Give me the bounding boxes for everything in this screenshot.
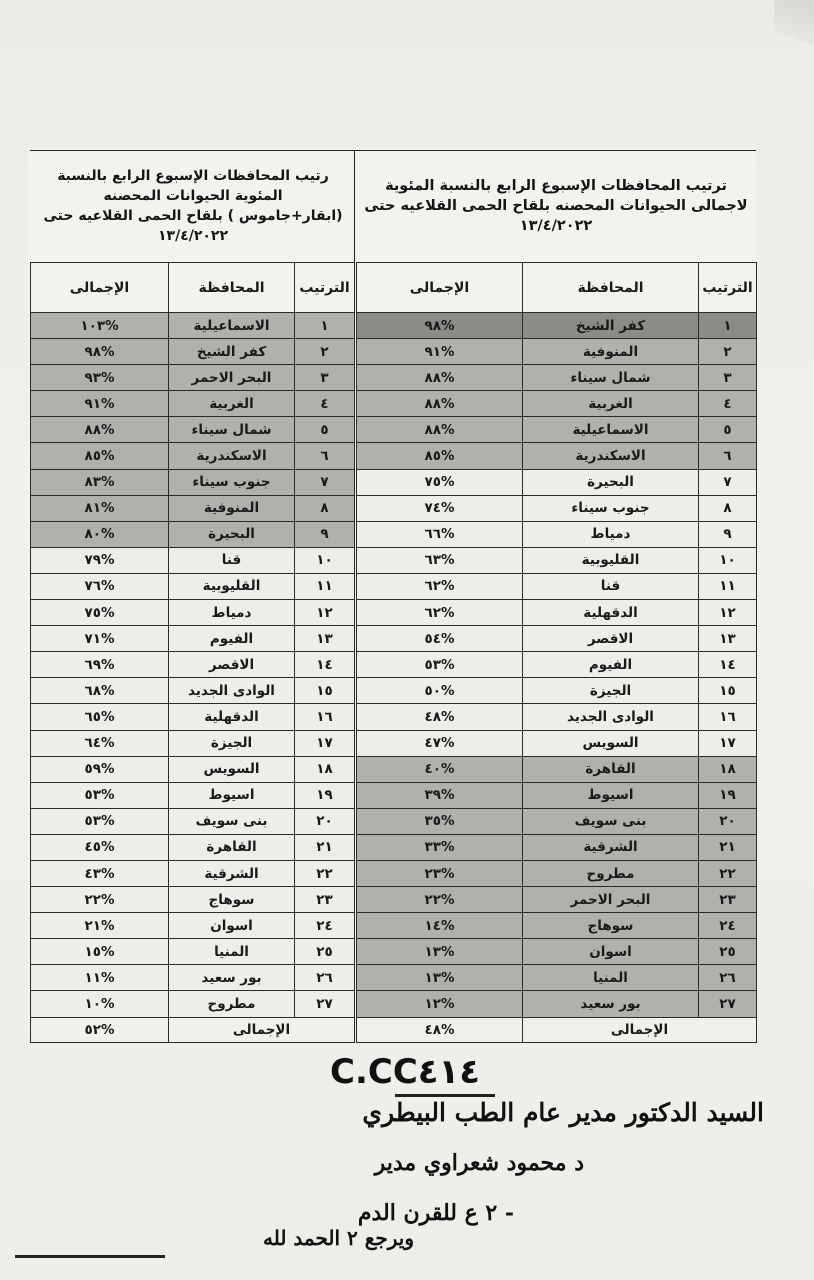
right-total-value: %٤٨ [357,1017,523,1042]
left-governorate-cell: الفيوم [169,626,295,652]
right-governorate-cell: مطروح [523,860,699,886]
left-rank-cell: ٩ [295,521,355,547]
right-total-cell: %٤٨ [357,704,523,730]
left-governorate-cell: بنى سويف [169,808,295,834]
right-total-cell: %٣٩ [357,782,523,808]
left-title-line3: (ابقار+جاموس ) بلقاح الحمى القلاعيه حتى [43,208,343,224]
right-table-row [357,547,757,573]
handwritten-code-underline [395,1094,495,1097]
right-governorate-cell: القليوبية [523,547,699,573]
left-governorate-cell: السويس [169,756,295,782]
right-table-row [357,939,757,965]
left-governorate-cell: شمال سيناء [169,417,295,443]
page-fold [774,0,814,60]
left-table-row [31,313,355,339]
left-total-cell: %٨١ [31,495,169,521]
right-total-cell: %٢٣ [357,860,523,886]
right-governorate-cell: الغربية [523,391,699,417]
right-total-cell: %٨٨ [357,391,523,417]
left-title-line2: المئوية الحيوانات المحصنه [103,188,283,204]
left-total-cell: %٨٥ [31,443,169,469]
right-table-row [357,808,757,834]
right-rank-cell: ١٧ [699,730,757,756]
signature-underline [15,1255,165,1258]
right-table-row [357,730,757,756]
left-title-line1: رتيب المحافظات الإسبوع الرابع بالنسبة [57,168,329,184]
left-header-total: الإجمالى [31,263,169,313]
left-governorate-cell: الوادى الجديد [169,678,295,704]
right-governorate-cell: الجيزة [523,678,699,704]
right-rank-cell: ١ [699,313,757,339]
right-rank-cell: ١٨ [699,756,757,782]
right-governorate-cell: اسوان [523,939,699,965]
right-table-row [357,313,757,339]
right-governorate-cell: الفيوم [523,652,699,678]
handwritten-line-1: السيد الدكتور مدير عام الطب البيطري [362,1098,764,1127]
right-title-line3: ١٣/٤/٢٠٢٢ [519,218,593,234]
header-divider [354,150,355,262]
left-rank-cell: ١٤ [295,652,355,678]
left-ranking-table [30,262,355,1043]
left-table-row [31,704,355,730]
left-table-row [31,965,355,991]
right-table-row [357,417,757,443]
left-total-cell: %٧٩ [31,547,169,573]
right-rank-cell: ١٣ [699,626,757,652]
right-rank-cell: ١٤ [699,652,757,678]
left-total-cell: %٤٣ [31,860,169,886]
left-table-row [31,391,355,417]
left-rank-cell: ٢٣ [295,887,355,913]
left-header-governorate: المحافظة [169,263,295,313]
left-governorate-cell: القليوبية [169,573,295,599]
left-governorate-cell: الغربية [169,391,295,417]
left-rank-cell: ٥ [295,417,355,443]
left-table-row [31,887,355,913]
right-table-row [357,573,757,599]
right-governorate-cell: الاسماعيلية [523,417,699,443]
left-table-row [31,339,355,365]
left-rank-cell: ٢٧ [295,991,355,1017]
left-total-cell: %١٠ [31,991,169,1017]
left-rank-cell: ٤ [295,391,355,417]
right-title-line1: ترتيب المحافظات الإسبوع الرابع بالنسبة المئوية [385,178,727,194]
right-governorate-cell: البحيرة [523,469,699,495]
right-total-cell: %٩٨ [357,313,523,339]
left-total-label: الإجمالى [169,1017,355,1042]
left-rank-cell: ٣ [295,365,355,391]
right-governorate-cell: المنوفية [523,339,699,365]
left-rank-cell: ٢٠ [295,808,355,834]
right-rank-cell: ٧ [699,469,757,495]
right-governorate-cell: جنوب سيناء [523,495,699,521]
right-total-cell: %٦٢ [357,600,523,626]
right-total-label: الإجمالى [523,1017,757,1042]
left-total-cell: %١٥ [31,939,169,965]
left-governorate-cell: كفر الشيخ [169,339,295,365]
left-total-cell: %٥٣ [31,782,169,808]
right-total-row [357,1017,757,1042]
right-governorate-cell: كفر الشيخ [523,313,699,339]
left-header-rank: الترتيب [295,263,355,313]
right-total-cell: %٥٤ [357,626,523,652]
left-panel-title [30,150,356,262]
left-governorate-cell: اسيوط [169,782,295,808]
right-governorate-cell: بور سعيد [523,991,699,1017]
left-table-row [31,417,355,443]
right-governorate-cell: البحر الاحمر [523,887,699,913]
left-governorate-cell: الشرقية [169,860,295,886]
right-total-cell: %١٣ [357,965,523,991]
left-total-cell: %٢١ [31,913,169,939]
left-governorate-cell: المنيا [169,939,295,965]
left-governorate-cell: البحيرة [169,521,295,547]
right-total-cell: %٣٣ [357,834,523,860]
left-rank-cell: ١٦ [295,704,355,730]
left-rank-cell: ١ [295,313,355,339]
left-rank-cell: ١٢ [295,600,355,626]
left-rank-cell: ١١ [295,573,355,599]
right-ranking-table [356,262,757,1043]
right-rank-cell: ٢١ [699,834,757,860]
right-total-cell: %٨٨ [357,365,523,391]
left-table-row [31,756,355,782]
right-header-rank: الترتيب [699,263,757,313]
right-table-row [357,756,757,782]
left-rank-cell: ١٠ [295,547,355,573]
right-governorate-cell: الدقهلية [523,600,699,626]
right-table-row [357,495,757,521]
right-governorate-cell: السويس [523,730,699,756]
left-table-row [31,860,355,886]
right-rank-cell: ١٩ [699,782,757,808]
right-total-cell: %٤٠ [357,756,523,782]
right-governorate-cell: بنى سويف [523,808,699,834]
right-table-row [357,600,757,626]
right-rank-cell: ٢ [699,339,757,365]
left-governorate-cell: المنوفية [169,495,295,521]
left-total-cell: %٨٠ [31,521,169,547]
left-total-cell: %٤٥ [31,834,169,860]
left-total-cell: %٦٩ [31,652,169,678]
left-total-cell: %١٠٣ [31,313,169,339]
left-table-row [31,991,355,1017]
left-governorate-cell: الجيزة [169,730,295,756]
right-table-row [357,782,757,808]
right-table-row [357,678,757,704]
right-total-cell: %٨٥ [357,443,523,469]
right-governorate-cell: المنيا [523,965,699,991]
right-total-cell: %٦٦ [357,521,523,547]
right-table-row [357,887,757,913]
left-rank-cell: ٦ [295,443,355,469]
right-rank-cell: ٢٥ [699,939,757,965]
right-governorate-cell: دمياط [523,521,699,547]
right-rank-cell: ٢٢ [699,860,757,886]
left-total-cell: %٦٨ [31,678,169,704]
right-rank-cell: ٩ [699,521,757,547]
right-rank-cell: ٤ [699,391,757,417]
right-total-cell: %٢٢ [357,887,523,913]
right-governorate-cell: شمال سيناء [523,365,699,391]
right-total-cell: %١٤ [357,913,523,939]
left-governorate-cell: القاهرة [169,834,295,860]
left-total-cell: %٨٨ [31,417,169,443]
right-table-row [357,365,757,391]
right-governorate-cell: الشرقية [523,834,699,860]
right-panel-title [356,150,756,262]
right-total-cell: %٥٣ [357,652,523,678]
right-total-cell: %٤٧ [357,730,523,756]
right-rank-cell: ١٠ [699,547,757,573]
left-rank-cell: ٢٢ [295,860,355,886]
left-total-cell: %٢٢ [31,887,169,913]
left-rank-cell: ١٥ [295,678,355,704]
left-table-row [31,495,355,521]
right-table-row [357,652,757,678]
left-rank-cell: ٧ [295,469,355,495]
left-total-cell: %٧٥ [31,600,169,626]
right-table-row [357,860,757,886]
right-rank-cell: ١٥ [699,678,757,704]
left-total-cell: %٧١ [31,626,169,652]
right-total-cell: %٣٥ [357,808,523,834]
left-table-row [31,600,355,626]
right-title-line2: لاجمالى الحيوانات المحصنه بلقاح الحمى القلاعيه حتى [364,198,748,214]
left-total-cell: %١١ [31,965,169,991]
right-table-row [357,965,757,991]
left-governorate-cell: الاسماعيلية [169,313,295,339]
right-total-cell: %٦٣ [357,547,523,573]
right-rank-cell: ٢٣ [699,887,757,913]
left-table-row [31,547,355,573]
left-total-cell: %٦٤ [31,730,169,756]
left-governorate-cell: جنوب سيناء [169,469,295,495]
left-table-row [31,782,355,808]
left-governorate-cell: الدقهلية [169,704,295,730]
left-table-row [31,626,355,652]
handwritten-line-2: د محمود شعراوي مدير [374,1150,584,1176]
right-table-row [357,991,757,1017]
right-table-row [357,391,757,417]
right-rank-cell: ٢٦ [699,965,757,991]
right-rank-cell: ١٦ [699,704,757,730]
right-rank-cell: ٦ [699,443,757,469]
left-table-row [31,730,355,756]
right-governorate-cell: اسيوط [523,782,699,808]
right-total-cell: %٧٤ [357,495,523,521]
left-governorate-cell: قنا [169,547,295,573]
left-rank-cell: ٢٦ [295,965,355,991]
left-rank-cell: ٢٥ [295,939,355,965]
right-governorate-cell: سوهاج [523,913,699,939]
left-table-row [31,678,355,704]
left-governorate-cell: بور سعيد [169,965,295,991]
right-table-row [357,339,757,365]
right-rank-cell: ٥ [699,417,757,443]
right-total-cell: %٧٥ [357,469,523,495]
left-rank-cell: ٢ [295,339,355,365]
left-total-cell: %٩١ [31,391,169,417]
handwritten-line-4: ويرجع ٢ الحمد لله [263,1226,414,1250]
left-rank-cell: ١٧ [295,730,355,756]
left-table-row [31,913,355,939]
handwritten-line-3: - ٢ ع للقرن الدم [357,1200,514,1226]
left-rank-cell: ١٨ [295,756,355,782]
left-rank-cell: ١٩ [295,782,355,808]
left-table-row [31,365,355,391]
right-header-governorate: المحافظة [523,263,699,313]
right-table-row [357,443,757,469]
left-total-value: %٥٢ [31,1017,169,1042]
right-table-row [357,521,757,547]
left-rank-cell: ١٣ [295,626,355,652]
left-rank-cell: ٢١ [295,834,355,860]
right-table-row [357,834,757,860]
right-rank-cell: ٢٠ [699,808,757,834]
right-governorate-cell: قنا [523,573,699,599]
right-total-cell: %٨٨ [357,417,523,443]
left-table-row [31,834,355,860]
left-total-row [31,1017,355,1042]
right-governorate-cell: القاهرة [523,756,699,782]
left-table-row [31,652,355,678]
right-header-total: الإجمالى [357,263,523,313]
left-total-cell: %٦٥ [31,704,169,730]
right-rank-cell: ١٢ [699,600,757,626]
right-total-cell: %١٢ [357,991,523,1017]
right-total-cell: %١٣ [357,939,523,965]
right-rank-cell: ٢٧ [699,991,757,1017]
right-table-row [357,626,757,652]
left-total-cell: %٥٩ [31,756,169,782]
header-top-rule [30,150,756,151]
right-total-cell: %٦٢ [357,573,523,599]
left-rank-cell: ٨ [295,495,355,521]
right-total-cell: %٩١ [357,339,523,365]
left-title-line4: ١٣/٤/٢٠٢٢ [157,228,229,244]
left-governorate-cell: اسوان [169,913,295,939]
handwritten-code: C.CC٤١٤ [330,1052,481,1092]
left-rank-cell: ٢٤ [295,913,355,939]
right-rank-cell: ٢٤ [699,913,757,939]
right-table-row [357,913,757,939]
left-total-cell: %٥٣ [31,808,169,834]
left-total-cell: %٨٣ [31,469,169,495]
left-governorate-cell: الاسكندرية [169,443,295,469]
left-table-row [31,469,355,495]
right-total-cell: %٥٠ [357,678,523,704]
left-total-cell: %٧٦ [31,573,169,599]
right-rank-cell: ٣ [699,365,757,391]
left-table-row [31,939,355,965]
left-table-row [31,521,355,547]
right-table-row [357,469,757,495]
left-total-cell: %٩٣ [31,365,169,391]
left-governorate-cell: دمياط [169,600,295,626]
right-governorate-cell: الاقصر [523,626,699,652]
right-rank-cell: ١١ [699,573,757,599]
right-rank-cell: ٨ [699,495,757,521]
right-governorate-cell: الاسكندرية [523,443,699,469]
left-table-row [31,443,355,469]
left-table-row [31,808,355,834]
left-governorate-cell: البحر الاحمر [169,365,295,391]
left-governorate-cell: سوهاج [169,887,295,913]
right-governorate-cell: الوادى الجديد [523,704,699,730]
right-table-row [357,704,757,730]
left-governorate-cell: مطروح [169,991,295,1017]
left-total-cell: %٩٨ [31,339,169,365]
left-governorate-cell: الاقصر [169,652,295,678]
left-table-row [31,573,355,599]
